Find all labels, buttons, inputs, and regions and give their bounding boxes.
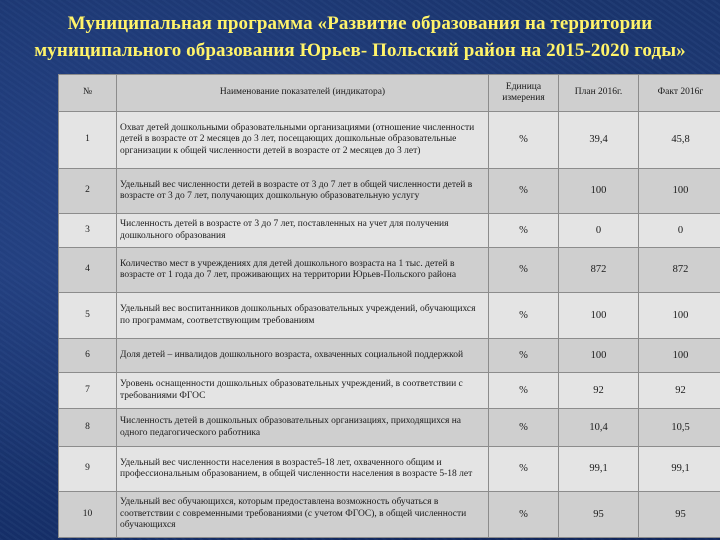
row-unit: % xyxy=(489,373,559,409)
row-plan: 10,4 xyxy=(559,409,639,447)
row-fact: 95 xyxy=(639,492,720,538)
row-num: 10 xyxy=(59,492,117,538)
indicators-table xyxy=(58,74,720,538)
row-fact: 872 xyxy=(639,248,720,293)
table-row xyxy=(59,339,720,373)
table-row xyxy=(59,447,720,492)
row-num: 2 xyxy=(59,169,117,214)
row-unit: % xyxy=(489,339,559,373)
row-num: 3 xyxy=(59,214,117,248)
row-plan: 39,4 xyxy=(559,112,639,169)
header-num: № xyxy=(59,75,117,112)
row-plan: 99,1 xyxy=(559,447,639,492)
header-unit: Единица измерения xyxy=(489,75,559,112)
row-plan: 95 xyxy=(559,492,639,538)
row-name: Охват детей дошкольными образовательными организациями (отношение численности детей в возрасте от 2 месяцев до 3 лет, посещающих дошкольные образовательные организации к общей численности детей в возрасте от 2 месяцев до 3 лет) xyxy=(117,112,489,169)
table-row xyxy=(59,169,720,214)
row-name: Удельный вес численности детей в возрасте от 3 до 7 лет в общей численности детей в возрасте от 3 до 7 лет, получающих дошкольную образовательную услугу xyxy=(117,169,489,214)
row-num: 7 xyxy=(59,373,117,409)
row-name: Уровень оснащенности дошкольных образовательных учреждений, в соответствии с требованиями ФГОС xyxy=(117,373,489,409)
row-unit: % xyxy=(489,409,559,447)
row-name: Доля детей – инвалидов дошкольного возраста, охваченных социальной поддержкой xyxy=(117,339,489,373)
row-name: Количество мест в учреждениях для детей дошкольного возраста на 1 тыс. детей в возрасте от 1 года до 7 лет, проживающих на территории Юрьев-Польского района xyxy=(117,248,489,293)
row-unit: % xyxy=(489,248,559,293)
row-num: 8 xyxy=(59,409,117,447)
row-name: Численность детей в дошкольных образовательных организациях, приходящихся на одного педагогического работника xyxy=(117,409,489,447)
row-plan: 100 xyxy=(559,169,639,214)
row-num: 4 xyxy=(59,248,117,293)
row-num: 5 xyxy=(59,293,117,339)
table-row xyxy=(59,492,720,538)
row-name: Удельный вес обучающихся, которым предоставлена возможность обучаться в соответствии с современными требованиями (с учетом ФГОС), в общей численности обучающихся xyxy=(117,492,489,538)
row-num: 6 xyxy=(59,339,117,373)
table-row xyxy=(59,409,720,447)
row-fact: 92 xyxy=(639,373,720,409)
row-fact: 100 xyxy=(639,339,720,373)
table-row xyxy=(59,214,720,248)
row-plan: 92 xyxy=(559,373,639,409)
row-num: 1 xyxy=(59,112,117,169)
row-unit: % xyxy=(489,447,559,492)
row-fact: 10,5 xyxy=(639,409,720,447)
row-plan: 100 xyxy=(559,293,639,339)
header-plan: План 2016г. xyxy=(559,75,639,112)
row-fact: 45,8 xyxy=(639,112,720,169)
row-name: Удельный вес воспитанников дошкольных образовательных учреждений, обучающихся по программам, соответствующим требованиям xyxy=(117,293,489,339)
row-plan: 100 xyxy=(559,339,639,373)
title-line-2: муниципального образования Юрьев- Польский район на 2015-2020 годы» xyxy=(34,40,686,61)
row-fact: 100 xyxy=(639,293,720,339)
row-name: Удельный вес численности населения в возрасте5-18 лет, охваченного общим и профессиональным образованием, в общей численности населения в возрасте 5-18 лет xyxy=(117,447,489,492)
table-row xyxy=(59,248,720,293)
row-unit: % xyxy=(489,492,559,538)
row-unit: % xyxy=(489,112,559,169)
row-plan: 872 xyxy=(559,248,639,293)
row-unit: % xyxy=(489,293,559,339)
table-row xyxy=(59,373,720,409)
title-line-1: Муниципальная программа «Развитие образования на территории xyxy=(67,13,653,34)
table-header-row xyxy=(59,75,720,112)
header-name: Наименование показателей (индикатора) xyxy=(117,75,489,112)
row-name: Численность детей в возрасте от 3 до 7 лет, поставленных на учет для получения дошкольного образования xyxy=(117,214,489,248)
table-row xyxy=(59,293,720,339)
row-unit: % xyxy=(489,214,559,248)
header-fact: Факт 2016г xyxy=(639,75,720,112)
row-fact: 100 xyxy=(639,169,720,214)
row-fact: 0 xyxy=(639,214,720,248)
row-plan: 0 xyxy=(559,214,639,248)
row-fact: 99,1 xyxy=(639,447,720,492)
table-row xyxy=(59,112,720,169)
row-unit: % xyxy=(489,169,559,214)
row-num: 9 xyxy=(59,447,117,492)
page-title xyxy=(0,10,720,64)
